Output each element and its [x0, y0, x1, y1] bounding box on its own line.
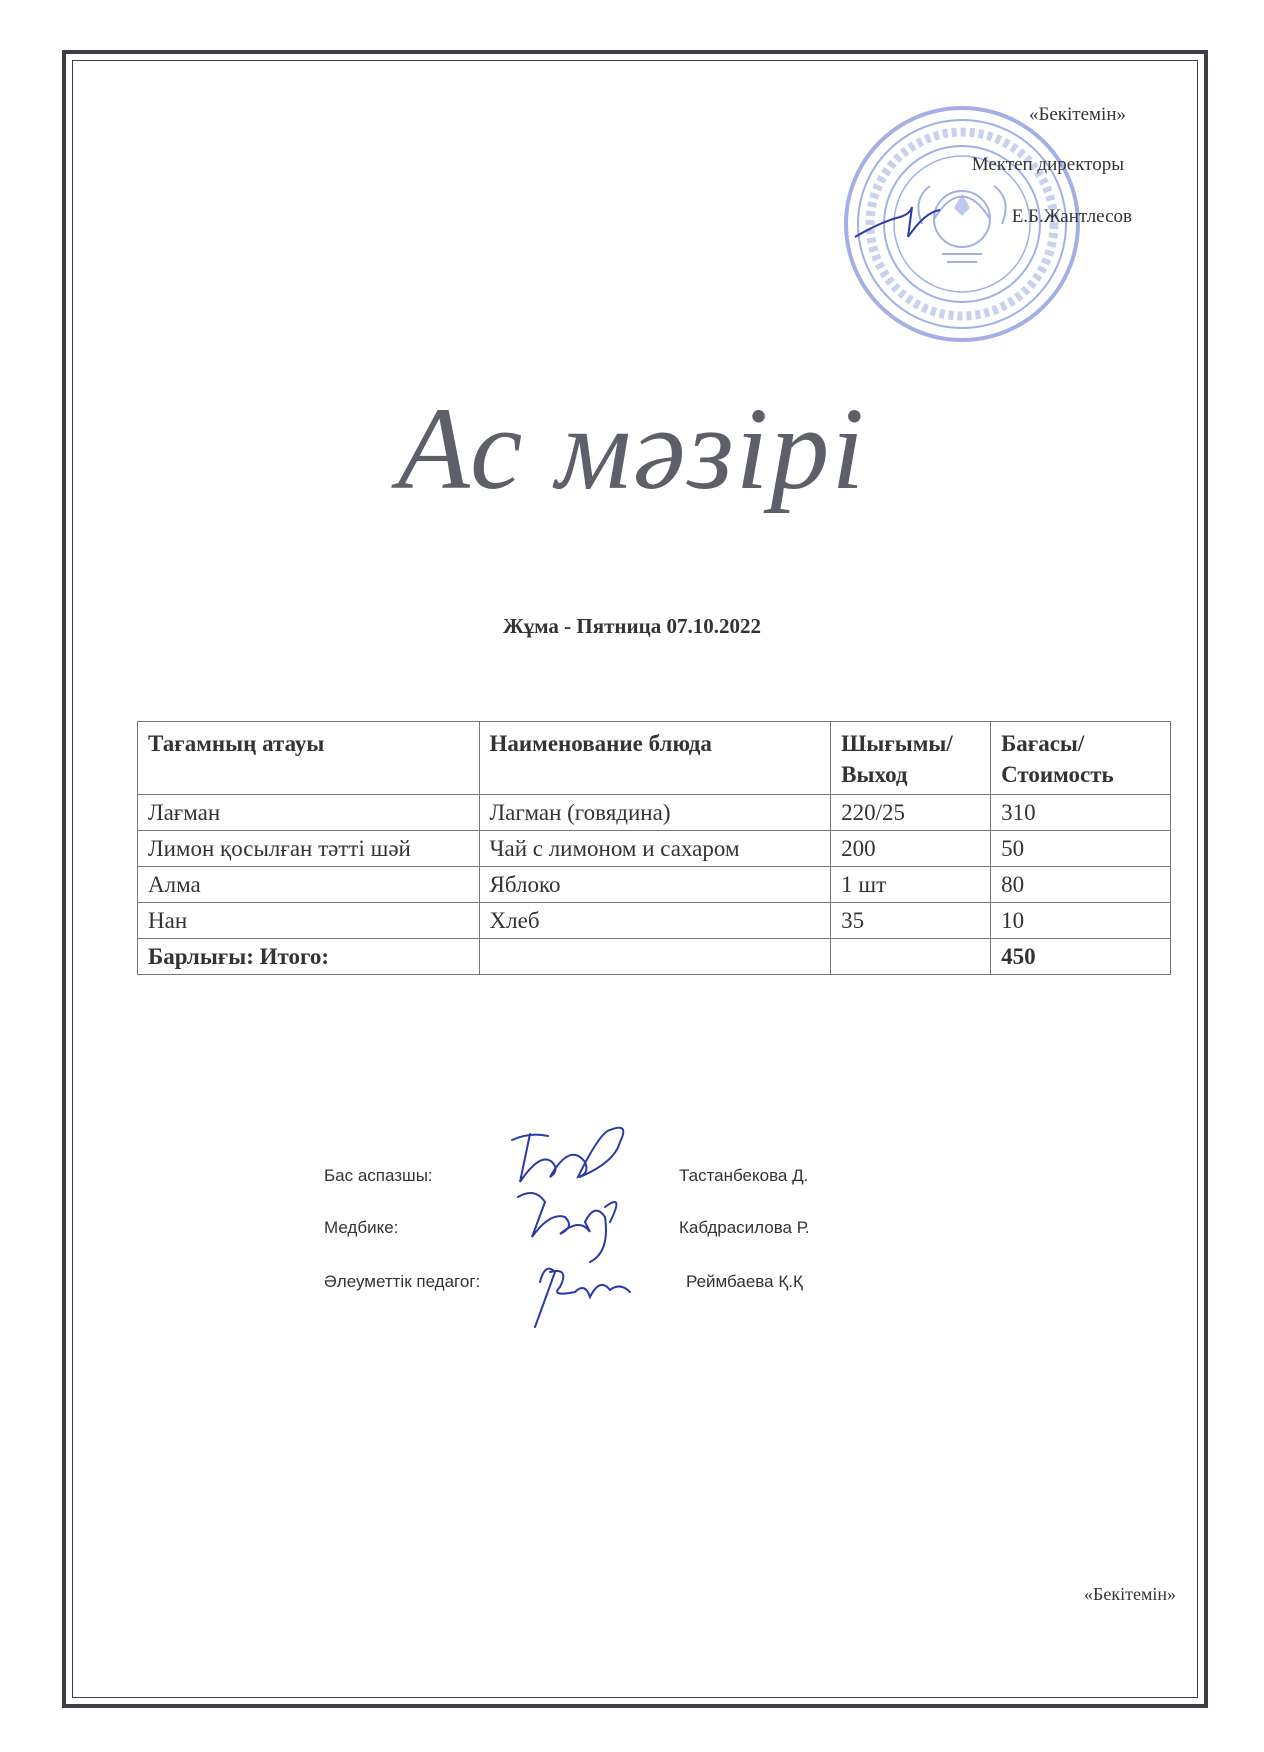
table-header-row: [138, 722, 1171, 795]
date-line: Жұма - Пятница 07.10.2022: [503, 614, 761, 638]
cell-yield: 1 шт: [831, 867, 991, 903]
table-total-row: [138, 939, 1171, 975]
cell-yield: 35: [831, 903, 991, 939]
cell-price: 50: [991, 831, 1171, 867]
total-empty-cell: [831, 939, 991, 975]
table-row: [138, 831, 1171, 867]
signatory-name: Кабдрасилова Р.: [679, 1218, 810, 1237]
signatory-role: Медбике:: [324, 1218, 399, 1237]
cell-kazakh-name: Лимон қосылған тәтті шәй: [138, 831, 480, 867]
cell-russian-name: Хлеб: [479, 903, 831, 939]
header-cell-kazakh-name: Тағамның атауы: [138, 722, 480, 795]
handwritten-signatures: [490, 1122, 670, 1342]
cell-price: 80: [991, 867, 1171, 903]
page-title: Ас мәзірі: [397, 383, 867, 514]
cell-kazakh-name: Алма: [138, 867, 480, 903]
header-cell-price: Бағасы/ Стоимость: [991, 722, 1171, 795]
total-value: 450: [991, 939, 1171, 975]
signatory-name: Реймбаева Қ.Қ: [686, 1272, 803, 1291]
cell-yield: 220/25: [831, 795, 991, 831]
cell-price: 10: [991, 903, 1171, 939]
approval-word: «Бекітемін»: [1028, 104, 1126, 125]
cell-russian-name: Яблоко: [479, 867, 831, 903]
menu-table: [137, 721, 1171, 975]
cell-kazakh-name: Лағман: [138, 795, 480, 831]
director-signature: [850, 192, 970, 252]
cell-price: 310: [991, 795, 1171, 831]
table-row: [138, 795, 1171, 831]
cell-russian-name: Лагман (говядина): [479, 795, 831, 831]
table-row: [138, 903, 1171, 939]
header-cell-russian-name: Наименование блюда: [479, 722, 831, 795]
signatory-role: Әлеуметтік педагог:: [324, 1272, 481, 1291]
total-label: Барлығы: Итого:: [138, 939, 480, 975]
approval-name: Е.Б.Жантлесов: [1011, 206, 1132, 227]
cell-kazakh-name: Нан: [138, 903, 480, 939]
bottom-approval-word: «Бекітемін»: [1084, 1584, 1176, 1604]
table-row: [138, 867, 1171, 903]
header-cell-yield: Шығымы/ Выход: [831, 722, 991, 795]
approval-position: Мектеп директоры: [971, 154, 1124, 175]
signatory-role: Бас аспазшы:: [324, 1166, 433, 1185]
total-empty-cell: [479, 939, 831, 975]
cell-russian-name: Чай с лимоном и сахаром: [479, 831, 831, 867]
signatory-name: Тастанбекова Д.: [679, 1166, 809, 1185]
cell-yield: 200: [831, 831, 991, 867]
